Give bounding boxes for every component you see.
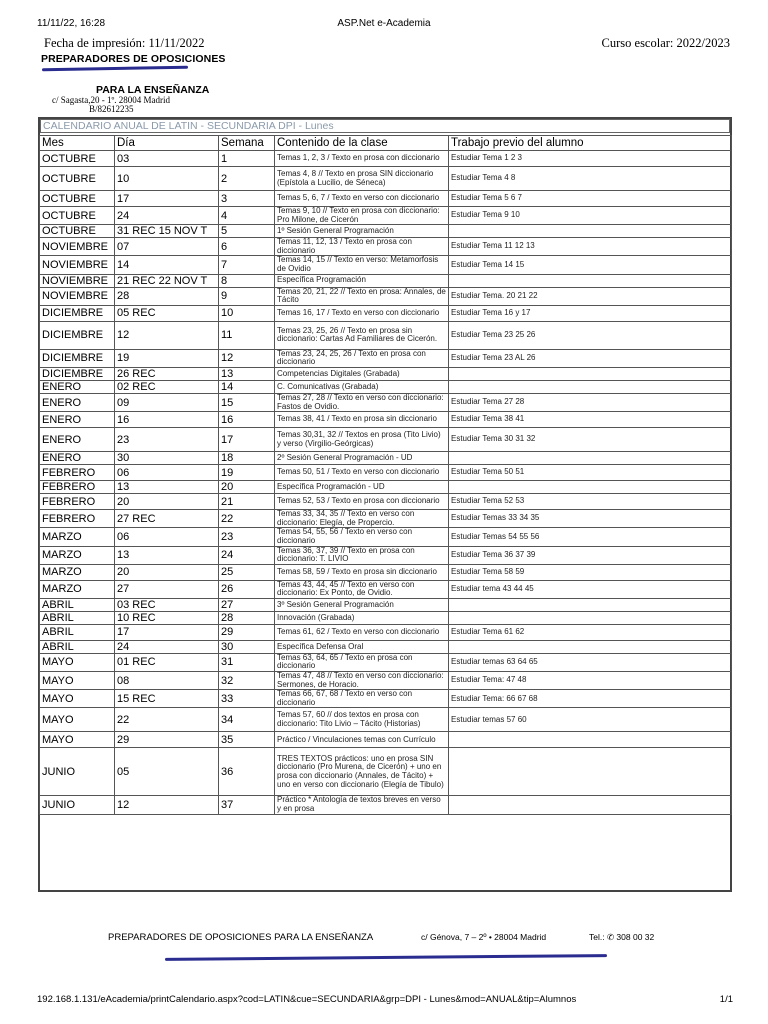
cell-contenido: Temas 23, 24, 25, 26 / Texto en prosa con diccionario — [275, 349, 449, 367]
cell-semana: 5 — [219, 225, 275, 238]
table-row — [40, 428, 732, 452]
org-logo-name: PREPARADORES DE OPOSICIONES — [41, 53, 226, 65]
cell-trabajo: Estudiar Tema 4 8 — [449, 167, 732, 191]
cell-semana: 18 — [219, 452, 275, 465]
cell-contenido: Específica Programación - UD — [275, 481, 449, 494]
cell-mes: JUNIO — [40, 748, 115, 796]
cell-dia: 19 — [115, 349, 219, 367]
cell-semana: 4 — [219, 207, 275, 225]
cell-semana: 15 — [219, 393, 275, 411]
cell-semana: 21 — [219, 494, 275, 510]
cell-semana: 30 — [219, 640, 275, 653]
cell-dia: 15 REC — [115, 690, 219, 708]
school-year: Curso escolar: 2022/2023 — [601, 36, 730, 50]
cell-dia: 13 — [115, 546, 219, 564]
cell-mes: MAYO — [40, 732, 115, 748]
table-row — [40, 412, 732, 428]
cell-dia: 21 REC 22 NOV T — [115, 274, 219, 287]
cell-contenido: Temas 61, 62 / Texto en verso con diccionario — [275, 624, 449, 640]
table-row — [40, 465, 732, 481]
browser-datetime: 11/11/22, 16:28 — [37, 18, 106, 29]
cell-dia: 26 REC — [115, 367, 219, 380]
table-row — [40, 225, 732, 238]
cell-trabajo — [449, 748, 732, 796]
cell-trabajo: Estudiar Tema 61 62 — [449, 624, 732, 640]
cell-mes: ENERO — [40, 393, 115, 411]
cell-trabajo — [449, 640, 732, 653]
cell-contenido: 3º Sesión General Programación — [275, 598, 449, 611]
cell-dia: 23 — [115, 428, 219, 452]
cell-semana: 36 — [219, 748, 275, 796]
cell-semana: 3 — [219, 191, 275, 207]
cell-dia: 30 — [115, 452, 219, 465]
cell-dia: 12 — [115, 321, 219, 349]
cell-trabajo: Estudiar temas 63 64 65 — [449, 653, 732, 671]
cell-contenido: Temas 38, 41 / Texto en prosa sin diccionario — [275, 412, 449, 428]
cell-semana: 37 — [219, 796, 275, 814]
table-row — [40, 367, 732, 380]
cell-trabajo — [449, 380, 732, 393]
cell-trabajo: Estudiar Tema 23 AL 26 — [449, 349, 732, 367]
header-semana: Semana — [219, 136, 275, 151]
cell-mes: JUNIO — [40, 796, 115, 814]
cell-mes: ENERO — [40, 428, 115, 452]
table-row — [40, 732, 732, 748]
cell-dia: 27 REC — [115, 510, 219, 528]
cell-mes: MAYO — [40, 708, 115, 732]
cell-mes: ENERO — [40, 452, 115, 465]
cell-semana: 16 — [219, 412, 275, 428]
cell-semana: 1 — [219, 151, 275, 167]
cell-contenido: Práctico * Antología de textos breves en verso y en prosa — [275, 796, 449, 814]
cell-contenido: Temas 63, 64, 65 / Texto en prosa con diccionario — [275, 653, 449, 671]
cell-trabajo: Estudiar Tema 14 15 — [449, 256, 732, 274]
cell-contenido: Temas 36, 37, 39 // Texto en prosa con diccionario: T. LIVIO — [275, 546, 449, 564]
cell-trabajo: Estudiar Tema 9 10 — [449, 207, 732, 225]
cell-dia: 13 — [115, 481, 219, 494]
cell-mes: DICIEMBRE — [40, 349, 115, 367]
cell-semana: 33 — [219, 690, 275, 708]
table-row — [40, 274, 732, 287]
cell-contenido: 1º Sesión General Programación — [275, 225, 449, 238]
table-row — [40, 598, 732, 611]
header-mes: Mes — [40, 136, 115, 151]
cell-dia: 27 — [115, 580, 219, 598]
cell-dia: 06 — [115, 465, 219, 481]
table-row — [40, 580, 732, 598]
calendar-table — [39, 135, 732, 815]
table-row — [40, 510, 732, 528]
cell-trabajo: Estudiar Temas 33 34 35 — [449, 510, 732, 528]
cell-dia: 24 — [115, 207, 219, 225]
cell-trabajo — [449, 274, 732, 287]
cell-semana: 22 — [219, 510, 275, 528]
cell-contenido: Temas 5, 6, 7 / Texto en verso con diccionario — [275, 191, 449, 207]
cell-semana: 11 — [219, 321, 275, 349]
cell-mes: NOVIEMBRE — [40, 238, 115, 256]
cell-trabajo: Estudiar Tema 1 2 3 — [449, 151, 732, 167]
cell-trabajo: Estudiar Tema 5 6 7 — [449, 191, 732, 207]
table-row — [40, 653, 732, 671]
cell-mes: FEBRERO — [40, 494, 115, 510]
cell-trabajo — [449, 732, 732, 748]
cell-trabajo: Estudiar temas 57 60 — [449, 708, 732, 732]
cell-trabajo: Estudiar Tema 27 28 — [449, 393, 732, 411]
cell-mes: ABRIL — [40, 640, 115, 653]
cell-semana: 10 — [219, 305, 275, 321]
table-row — [40, 191, 732, 207]
table-row — [40, 207, 732, 225]
cell-semana: 23 — [219, 528, 275, 546]
table-row — [40, 546, 732, 564]
org-cif: B/82612235 — [89, 104, 134, 114]
cell-trabajo: Estudiar Tema: 47 48 — [449, 672, 732, 690]
cell-semana: 9 — [219, 287, 275, 305]
cell-contenido: Temas 33, 34, 35 // Texto en verso con diccionario: Elegía, de Propercio. — [275, 510, 449, 528]
cell-trabajo — [449, 796, 732, 814]
cell-trabajo: Estudiar Tema 50 51 — [449, 465, 732, 481]
cell-mes: FEBRERO — [40, 510, 115, 528]
table-row — [40, 672, 732, 690]
cell-contenido: Temas 43, 44, 45 // Texto en verso con diccionario: Ex Ponto, de Ovidio. — [275, 580, 449, 598]
cell-semana: 13 — [219, 367, 275, 380]
cell-contenido: Temas 52, 53 / Texto en prosa con diccionario — [275, 494, 449, 510]
cell-dia: 17 — [115, 191, 219, 207]
cell-dia: 03 REC — [115, 598, 219, 611]
cell-trabajo: Estudiar Tema 58 59 — [449, 564, 732, 580]
table-body — [40, 151, 732, 815]
cell-contenido: Competencias Digitales (Grabada) — [275, 367, 449, 380]
cell-dia: 12 — [115, 796, 219, 814]
cell-mes: MAYO — [40, 690, 115, 708]
cell-contenido: Temas 58, 59 / Texto en prosa sin diccionario — [275, 564, 449, 580]
cell-semana: 32 — [219, 672, 275, 690]
cell-mes: DICIEMBRE — [40, 305, 115, 321]
cell-contenido: Temas 20, 21, 22 // Texto en prosa: Annales, de Tácito — [275, 287, 449, 305]
cell-dia: 05 REC — [115, 305, 219, 321]
cell-mes: NOVIEMBRE — [40, 287, 115, 305]
table-row — [40, 238, 732, 256]
table-row — [40, 256, 732, 274]
table-row — [40, 611, 732, 624]
cell-mes: NOVIEMBRE — [40, 256, 115, 274]
cell-trabajo — [449, 225, 732, 238]
cell-trabajo: Estudiar Tema 16 y 17 — [449, 305, 732, 321]
cell-trabajo: Estudiar Tema 52 53 — [449, 494, 732, 510]
cell-semana: 25 — [219, 564, 275, 580]
table-row — [40, 528, 732, 546]
cell-contenido: Temas 57, 60 // dos textos en prosa con diccionario: Tito Livio – Tácito (Historias) — [275, 708, 449, 732]
cell-mes: MAYO — [40, 672, 115, 690]
header-dia: Día — [115, 136, 219, 151]
cell-contenido: Temas 23, 25, 26 // Texto en prosa sin diccionario: Cartas Ad Familiares de Cicerón. — [275, 321, 449, 349]
cell-semana: 29 — [219, 624, 275, 640]
cell-mes: ENERO — [40, 380, 115, 393]
table-row — [40, 452, 732, 465]
cell-contenido: Temas 30,31, 32 // Textos en prosa (Tito Livio) y verso (Virgilio-Geórgicas) — [275, 428, 449, 452]
cell-semana: 6 — [219, 238, 275, 256]
table-header-row — [40, 136, 732, 151]
cell-dia: 03 — [115, 151, 219, 167]
cell-trabajo — [449, 598, 732, 611]
cell-dia: 06 — [115, 528, 219, 546]
cell-mes: DICIEMBRE — [40, 367, 115, 380]
cell-semana: 24 — [219, 546, 275, 564]
cell-contenido: 2º Sesión General Programación - UD — [275, 452, 449, 465]
table-row — [40, 151, 732, 167]
cell-dia: 28 — [115, 287, 219, 305]
cell-dia: 02 REC — [115, 380, 219, 393]
cell-semana: 7 — [219, 256, 275, 274]
calendar-caption: CALENDARIO ANUAL DE LATIN - SECUNDARIA DPI - Lunes — [40, 119, 730, 133]
cell-dia: 31 REC 15 NOV T — [115, 225, 219, 238]
cell-semana: 34 — [219, 708, 275, 732]
cell-mes: ABRIL — [40, 611, 115, 624]
cell-dia: 17 — [115, 624, 219, 640]
table-row — [40, 321, 732, 349]
table-row — [40, 690, 732, 708]
cell-trabajo — [449, 611, 732, 624]
cell-semana: 8 — [219, 274, 275, 287]
cell-contenido: Práctico / Vinculaciones temas con Currículo — [275, 732, 449, 748]
table-row — [40, 481, 732, 494]
cell-dia: 24 — [115, 640, 219, 653]
cell-mes: MARZO — [40, 546, 115, 564]
cell-semana: 12 — [219, 349, 275, 367]
cell-mes: MARZO — [40, 528, 115, 546]
cell-contenido: Temas 11, 12, 13 / Texto en prosa con diccionario — [275, 238, 449, 256]
cell-trabajo: Estudiar tema 43 44 45 — [449, 580, 732, 598]
cell-trabajo: Estudiar Tema: 66 67 68 — [449, 690, 732, 708]
cell-trabajo: Estudiar Tema 11 12 13 — [449, 238, 732, 256]
cell-contenido: Temas 66, 67, 68 / Texto en verso con diccionario — [275, 690, 449, 708]
cell-mes: FEBRERO — [40, 481, 115, 494]
cell-contenido: Temas 4, 8 // Texto en prosa SIN diccionario (Epístola a Lucilio, de Séneca) — [275, 167, 449, 191]
cell-contenido: TRES TEXTOS prácticos: uno en prosa SIN diccionario (Pro Murena, de Cicerón) + uno en prosa con diccionario (Annales, de Tácito) + uno en verso con diccionario (Elegía de Tibulo) — [275, 748, 449, 796]
cell-dia: 14 — [115, 256, 219, 274]
page-url: 192.168.1.131/eAcademia/printCalendario.aspx?cod=LATIN&cue=SECUNDARIA&grp=DPI - Lunes&mod=ANUAL&tip=Alumnos — [37, 994, 577, 1005]
cell-dia: 16 — [115, 412, 219, 428]
cell-contenido: Temas 27, 28 // Texto en verso con diccionario: Fastos de Ovidio. — [275, 393, 449, 411]
cell-contenido: Temas 54, 55, 56 / Texto en verso con diccionario — [275, 528, 449, 546]
cell-contenido: Temas 47, 48 // Texto en verso con diccionario: Sermones, de Horacio. — [275, 672, 449, 690]
cell-semana: 14 — [219, 380, 275, 393]
cell-contenido: Específica Programación — [275, 274, 449, 287]
cell-mes: FEBRERO — [40, 465, 115, 481]
cell-contenido: Temas 1, 2, 3 / Texto en prosa con diccionario — [275, 151, 449, 167]
cell-semana: 20 — [219, 481, 275, 494]
cell-semana: 28 — [219, 611, 275, 624]
logo-underline — [42, 66, 188, 72]
cell-dia: 10 REC — [115, 611, 219, 624]
cell-mes: MARZO — [40, 564, 115, 580]
org-address: c/ Sagasta,20 - 1º. 28004 Madrid — [52, 95, 171, 105]
cell-mes: MAYO — [40, 653, 115, 671]
cell-mes: ENERO — [40, 412, 115, 428]
table-row — [40, 708, 732, 732]
table-row — [40, 624, 732, 640]
cell-contenido: Temas 50, 51 / Texto en verso con diccionario — [275, 465, 449, 481]
cell-dia: 22 — [115, 708, 219, 732]
cell-contenido: Temas 9, 10 // Texto en prosa con diccionario: Pro Milone, de Cicerón — [275, 207, 449, 225]
cell-contenido: Temas 16, 17 / Texto en verso con diccionario — [275, 305, 449, 321]
cell-trabajo: Estudiar Tema 38 41 — [449, 412, 732, 428]
cell-dia: 01 REC — [115, 653, 219, 671]
table-row — [40, 393, 732, 411]
cell-mes: MARZO — [40, 580, 115, 598]
cell-mes: OCTUBRE — [40, 191, 115, 207]
cell-semana: 27 — [219, 598, 275, 611]
cell-trabajo: Estudiar Temas 54 55 56 — [449, 528, 732, 546]
cell-semana: 19 — [219, 465, 275, 481]
table-row — [40, 748, 732, 796]
cell-mes: OCTUBRE — [40, 151, 115, 167]
cell-semana: 35 — [219, 732, 275, 748]
footer-phone: Tel.: ✆ 308 00 32 — [589, 932, 655, 942]
cell-mes: ABRIL — [40, 598, 115, 611]
table-row — [40, 305, 732, 321]
cell-contenido: Específica Defensa Oral — [275, 640, 449, 653]
footer-address: c/ Génova, 7 – 2º • 28004 Madrid — [421, 932, 547, 942]
cell-dia: 05 — [115, 748, 219, 796]
table-row — [40, 796, 732, 814]
cell-trabajo — [449, 367, 732, 380]
table-row — [40, 640, 732, 653]
cell-mes: OCTUBRE — [40, 207, 115, 225]
cell-semana: 17 — [219, 428, 275, 452]
cell-mes: OCTUBRE — [40, 225, 115, 238]
table-row — [40, 380, 732, 393]
cell-semana: 31 — [219, 653, 275, 671]
cell-dia: 07 — [115, 238, 219, 256]
header-trabajo: Trabajo previo del alumno — [449, 136, 732, 151]
footer-org: PREPARADORES DE OPOSICIONES PARA LA ENSEÑANZA — [108, 932, 374, 943]
cell-semana: 2 — [219, 167, 275, 191]
table-row — [40, 287, 732, 305]
page-number: 1/1 — [719, 994, 733, 1005]
org-logo-subtitle: PARA LA ENSEÑANZA — [96, 84, 210, 96]
footer-underline — [165, 954, 607, 961]
cell-trabajo — [449, 452, 732, 465]
cell-contenido: C. Comunicativas (Grabada) — [275, 380, 449, 393]
cell-mes: DICIEMBRE — [40, 321, 115, 349]
cell-dia: 08 — [115, 672, 219, 690]
header-contenido: Contenido de la clase — [275, 136, 449, 151]
cell-mes: ABRIL — [40, 624, 115, 640]
cell-trabajo: Estudiar Tema 23 25 26 — [449, 321, 732, 349]
cell-contenido: Temas 14, 15 // Texto en verso: Metamorfosis de Ovidio — [275, 256, 449, 274]
cell-dia: 20 — [115, 564, 219, 580]
cell-trabajo: Estudiar Tema 30 31 32 — [449, 428, 732, 452]
table-row — [40, 167, 732, 191]
browser-title: ASP.Net e-Academia — [337, 18, 431, 29]
cell-contenido: Innovación (Grabada) — [275, 611, 449, 624]
table-row — [40, 564, 732, 580]
cell-mes: OCTUBRE — [40, 167, 115, 191]
cell-dia: 10 — [115, 167, 219, 191]
table-row — [40, 349, 732, 367]
cell-trabajo: Estudiar Tema 36 37 39 — [449, 546, 732, 564]
cell-trabajo: Estudiar Tema. 20 21 22 — [449, 287, 732, 305]
cell-semana: 26 — [219, 580, 275, 598]
cell-trabajo — [449, 481, 732, 494]
print-date: Fecha de impresión: 11/11/2022 — [44, 36, 205, 50]
cell-dia: 29 — [115, 732, 219, 748]
cell-dia: 20 — [115, 494, 219, 510]
table-row — [40, 494, 732, 510]
cell-dia: 09 — [115, 393, 219, 411]
cell-mes: NOVIEMBRE — [40, 274, 115, 287]
